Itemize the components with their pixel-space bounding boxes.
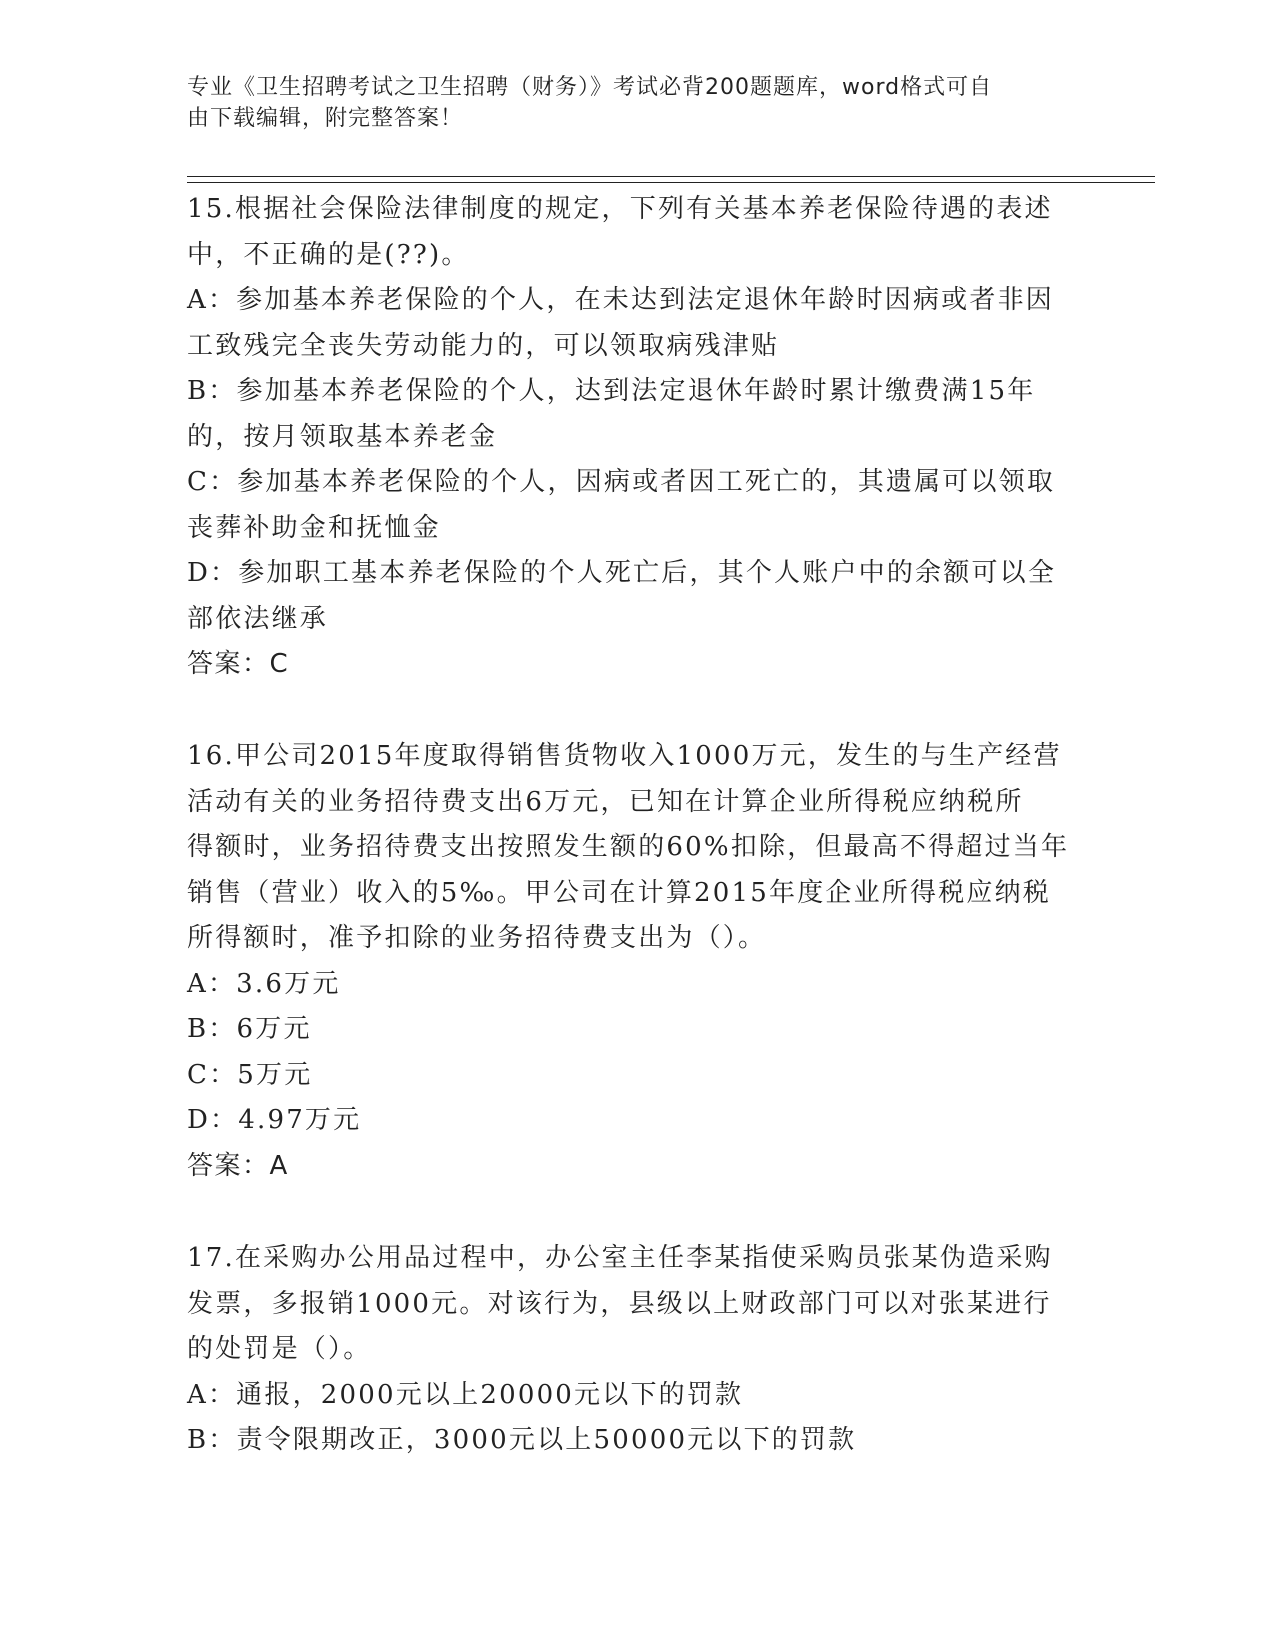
question-stem-line: 得额时，业务招待费支出按照发生额的60%扣除，但最高不得超过当年 xyxy=(187,832,1070,862)
option-b-line: 的，按月领取基本养老金 xyxy=(187,421,498,452)
option-b-line: B：6万元 xyxy=(187,1014,312,1044)
option-a-line: A：参加基本养老保险的个人，在未达到法定退休年龄时因病或者非因 xyxy=(187,285,1054,315)
option-b-line: B：责令限期改正，3000元以上50000元以下的罚款 xyxy=(187,1425,857,1455)
option-c-line: C：参加基本养老保险的个人，因病或者因工死亡的，其遗属可以领取 xyxy=(187,467,1056,497)
question-stem-line: 16.甲公司2015年度取得销售货物收入1000万元，发生的与生产经营 xyxy=(187,741,1062,771)
option-a-line: A：3.6万元 xyxy=(187,968,341,999)
option-c-line: C：5万元 xyxy=(187,1059,313,1090)
option-d-line: D：参加职工基本养老保险的个人死亡后，其个人账户中的余额可以全 xyxy=(187,558,1057,588)
question-stem-line: 中，不正确的是(??)。 xyxy=(187,239,470,270)
question-stem-line: 的处罚是（）。 xyxy=(187,1334,372,1364)
header-line-1: 专业《卫生招聘考试之卫生招聘（财务）》考试必背200题题库，word格式可自 xyxy=(187,75,993,100)
question-16 xyxy=(187,734,1087,1189)
question-stem-line: 活动有关的业务招待费支出6万元，已知在计算企业所得税应纳税所 xyxy=(187,786,1024,817)
answer-label: 答案：C xyxy=(187,649,290,679)
header-divider-top xyxy=(187,176,1155,177)
option-b-line: B：参加基本养老保险的个人，达到法定退休年龄时累计缴费满15年 xyxy=(187,376,1036,406)
question-stem-line: 15.根据社会保险法律制度的规定，下列有关基本养老保险待遇的表述 xyxy=(187,194,1053,224)
option-d-line: 部依法继承 xyxy=(187,603,329,634)
header-divider-bottom xyxy=(187,182,1155,183)
answer-label: 答案：A xyxy=(187,1150,289,1181)
question-stem-line: 所得额时，准予扣除的业务招待费支出为（）。 xyxy=(187,923,767,953)
question-15 xyxy=(187,187,1087,688)
header-line-2: 由下载编辑，附完整答案！ xyxy=(187,106,464,131)
option-c-line: 丧葬补助金和抚恤金 xyxy=(187,512,441,543)
question-stem-line: 销售（营业）收入的5‰。甲公司在计算2015年度企业所得税应纳税 xyxy=(187,877,1051,908)
question-stem-line: 17.在采购办公用品过程中，办公室主任李某指使采购员张某伪造采购 xyxy=(187,1243,1053,1273)
document-header xyxy=(187,72,1067,134)
question-stem-line: 发票，多报销1000元。对该行为，县级以上财政部门可以对张某进行 xyxy=(187,1288,1052,1319)
option-a-line: A：通报，2000元以上20000元以下的罚款 xyxy=(187,1379,744,1410)
option-d-line: D：4.97万元 xyxy=(187,1105,362,1135)
option-a-line: 工致残完全丧失劳动能力的，可以领取病残津贴 xyxy=(187,330,780,361)
question-17 xyxy=(187,1236,1087,1464)
